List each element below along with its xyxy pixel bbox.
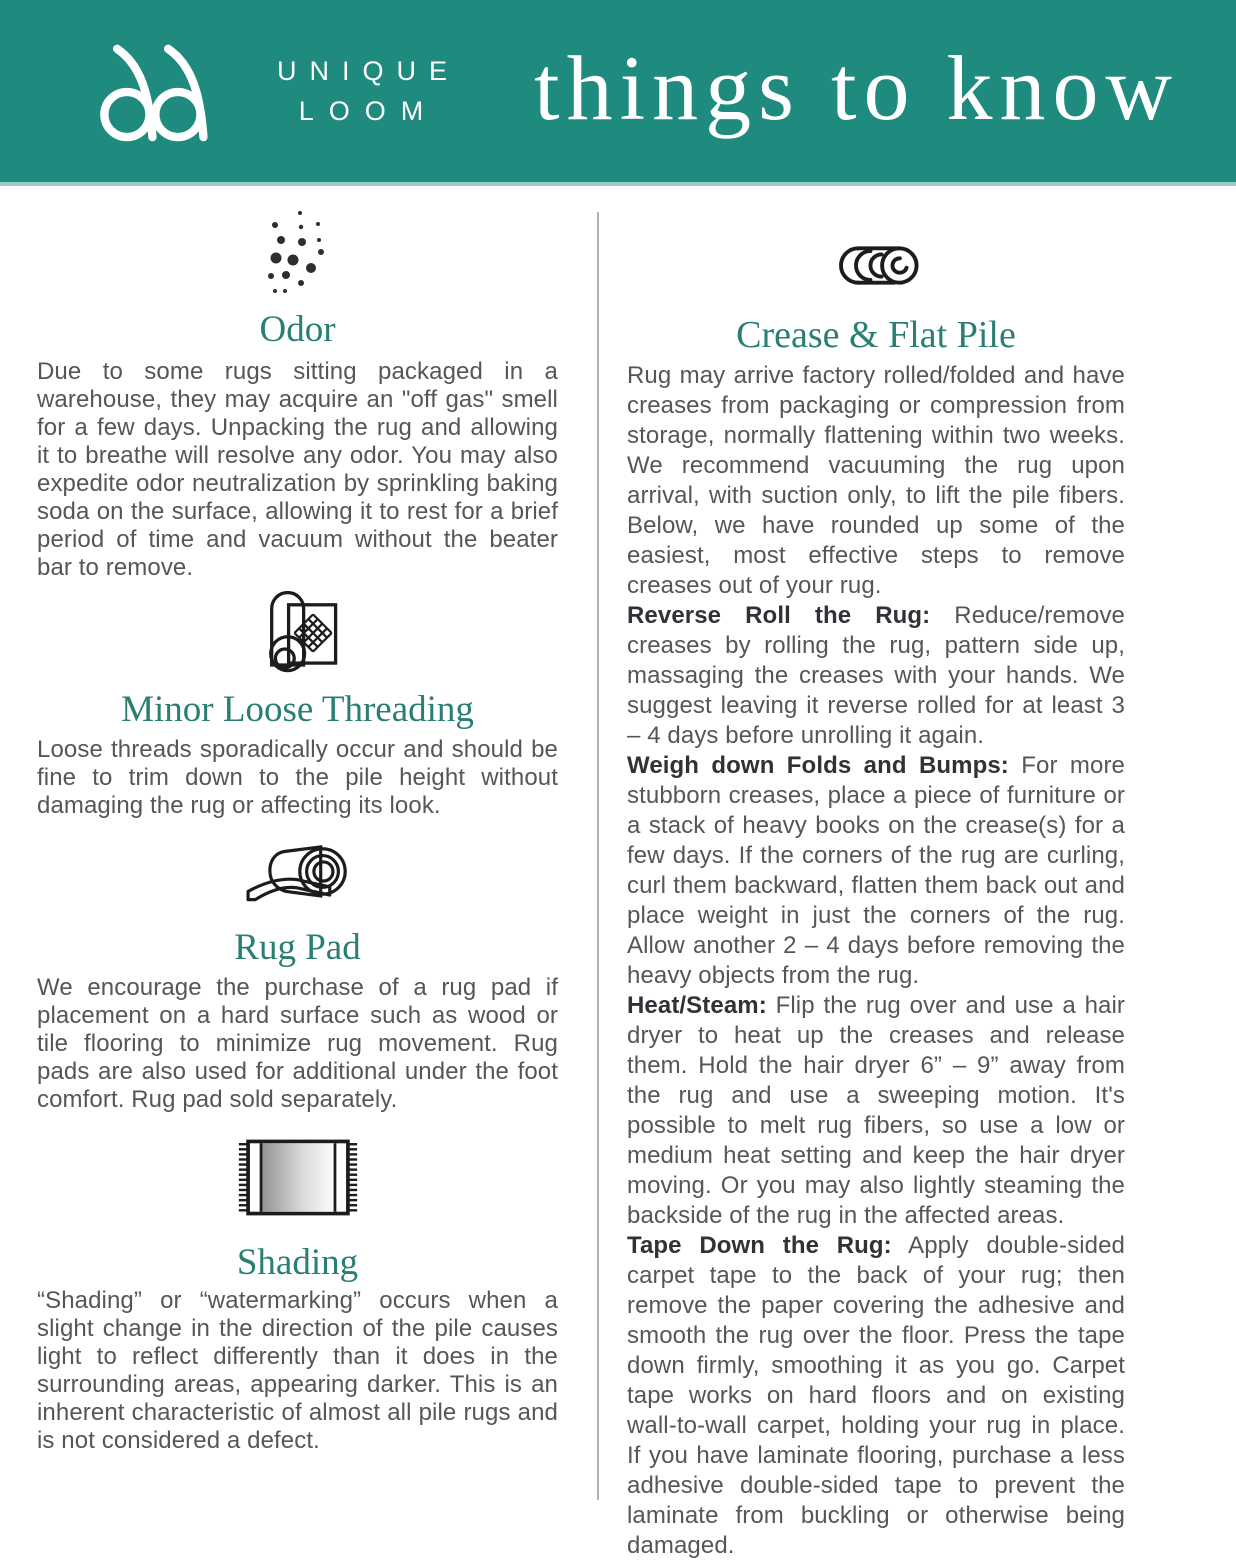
unique-loom-logo	[99, 40, 460, 142]
tip-label: Reverse Roll the Rug:	[627, 602, 931, 629]
section-crease-flat-pile	[627, 186, 1125, 1561]
section-title-crease: Crease & Flat Pile	[736, 314, 1016, 356]
tip-text: Reduce/remove creases by rolling the rug, pattern side up, massaging the creases with your hands. We suggest leaving it reverse rolled for at least 3 – 4 days before unrolling it again.	[627, 602, 1125, 749]
column-divider	[597, 212, 599, 1500]
section-rug-pad	[37, 820, 558, 1114]
rolled-rug-side-icon	[627, 186, 1125, 289]
tip-label: Heat/Steam:	[627, 992, 767, 1019]
logo-wordmark	[277, 51, 460, 132]
tip-reverse-roll	[627, 601, 1125, 751]
section-title-threading: Minor Loose Threading	[121, 689, 474, 730]
tip-label: Weigh down Folds and Bumps:	[627, 752, 1009, 779]
tip-weigh-down	[627, 751, 1125, 991]
section-odor	[37, 186, 558, 582]
rolled-rug-crosshatch-icon	[37, 582, 558, 680]
tip-tape-down	[627, 1231, 1125, 1561]
tip-label: Tape Down the Rug:	[627, 1232, 892, 1259]
left-column	[37, 186, 558, 1455]
section-shading	[37, 1114, 558, 1455]
unique-loom-logo-icon	[99, 40, 249, 142]
tip-text: Apply double-sided carpet tape to the back of your rug; then remove the paper covering the adhesive and smooth the rug over the floor. Press the tape down firmly, smoothing it as you go. Carpet tape works on hard floors and on existing wall-to-wall carpet, holding your rug in place. If you have laminate flooring, purchase a less adhesive double-sided tape to prevent the laminate from buckling or otherwise being damaged.	[627, 1232, 1125, 1559]
section-body-threading: Loose threads sporadically occur and should be fine to trim down to the pile height without damaging the rug or affecting its look.	[37, 736, 558, 819]
tip-text: For more stubborn creases, place a piece of furniture or a stack of heavy books on the crease(s) for a few days. If the corners of the rug are curling, curl them backward, flatten them back out and place weight in just the corners of the rug. Allow another 2 – 4 days before removing the heavy objects from the rug.	[627, 752, 1125, 989]
logo-word-unique: UNIQUE	[277, 55, 461, 86]
section-body-odor: Due to some rugs sitting packaged in a warehouse, they may acquire an "off gas" smell for a few days. Unpacking the rug and allowing it to breathe will resolve any odor. You may also expedite odor neutralization by sprinkling baking soda on the surface, allowing it to rest for a brief period of time and vacuum without the beater bar to remove.	[37, 358, 558, 581]
section-intro-crease: Rug may arrive factory rolled/folded and have creases from packaging or compression from storage, normally flattening within two weeks. We recommend vacuuming the rug upon arrival, with suction only, to lift the pile fibers. Below, we have rounded up some of the easiest, most effective steps to remove creases out of your rug.	[627, 362, 1125, 599]
section-body-rug-pad: We encourage the purchase of a rug pad if placement on a hard surface such as wood or tile flooring to minimize rug movement. Rug pads are also used for additional under the foot comfort. Rug pad sold separately.	[37, 974, 558, 1113]
page-title: things to know	[534, 37, 1179, 139]
section-body-shading: “Shading” or “watermarking” occurs when a slight change in the direction of the pile causes light to reflect differently than it does in the surrounding areas, appearing darker. This is an inherent characteristic of almost all pile rugs and is not considered a defect.	[37, 1287, 558, 1454]
section-title-shading: Shading	[236, 1242, 359, 1283]
section-minor-loose-threading	[37, 582, 558, 820]
fringed-rug-shading-icon	[37, 1114, 558, 1221]
section-title-odor: Odor	[259, 309, 336, 350]
odor-particles-icon	[37, 186, 558, 298]
tip-heat-steam	[627, 991, 1125, 1231]
tip-text: Flip the rug over and use a hair dryer to heat up the creases and release them. Hold the hair dryer 6” – 9” away from the rug and use a sweeping motion. It's possible to melt rug fibers, so use a low or medium heat setting and keep the hair dryer moving. Or you may also lightly steaming the backside of the rug in the affected areas.	[627, 992, 1125, 1229]
rug-pad-roll-icon	[37, 820, 558, 918]
header-banner	[0, 0, 1236, 186]
logo-word-loom: LOOM	[298, 96, 439, 126]
right-column	[627, 186, 1125, 1561]
section-title-rug-pad: Rug Pad	[234, 927, 361, 968]
